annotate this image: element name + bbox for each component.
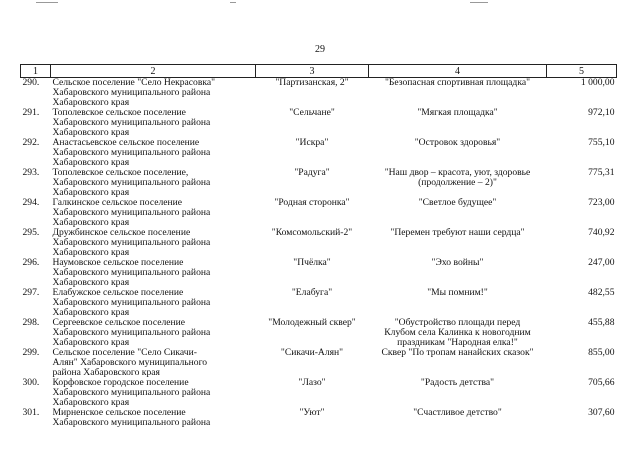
row-number: 291. [22, 108, 40, 118]
settlement-name-line: Хабаровского края [52, 127, 130, 138]
row-number: 292. [22, 138, 40, 148]
settlement-name-line: Сельское поселение "Село Некрасовка" [52, 77, 216, 88]
settlement-name-line: Сельское поселение "Село Сикачи- [52, 348, 197, 358]
object-name-line: "Уют" [299, 408, 325, 418]
settlement-name [51, 258, 256, 288]
table-row [21, 78, 617, 109]
project-name [369, 258, 547, 288]
project-name [369, 288, 547, 318]
settlement-name [51, 228, 256, 258]
project-name-line: "Безопасная спортивная площадка" [384, 77, 531, 88]
settlement-name [51, 168, 256, 198]
column-header: 2 [51, 65, 256, 78]
project-name-line: "Светлое будущее" [418, 198, 497, 208]
allocation-table [20, 64, 617, 438]
table-row [21, 318, 617, 348]
settlement-name-line: Хабаровского края [52, 337, 130, 348]
settlement-name-line: Хабаровского муниципального района [52, 147, 211, 158]
amount-value: 307,60 [588, 408, 615, 418]
object-name [256, 78, 369, 109]
project-name-line: "Эхо войны" [431, 258, 484, 268]
scan-artifact-mark [36, 2, 58, 3]
object-name [256, 378, 369, 408]
project-name-line: "Радость детства" [420, 378, 495, 388]
row-number: 294. [22, 198, 40, 208]
settlement-name-line: Хабаровского края [52, 157, 130, 168]
project-name-line: "Мы помним!" [427, 288, 488, 298]
row-number: 300. [22, 378, 40, 388]
project-name-line: Сквер "По тропам нанайских сказок" [381, 348, 534, 358]
amount-value: 1 000,00 [580, 77, 615, 88]
settlement-name-line: Хабаровского муниципального района [52, 207, 211, 218]
project-name-line: Клубом села Калинка к новогодним [384, 327, 531, 338]
table-row [21, 168, 617, 198]
object-name [256, 138, 369, 168]
object-name-line: "Пчёлка" [293, 258, 331, 268]
project-name [369, 348, 547, 378]
settlement-name [51, 108, 256, 138]
settlement-name-line: Анастасьевское сельское поселение [52, 138, 200, 148]
amount-value: 740,92 [588, 228, 615, 238]
amount-value: 775,31 [588, 168, 615, 178]
table-row [21, 198, 617, 228]
project-name [369, 108, 547, 138]
row-number: 299. [22, 348, 40, 358]
settlement-name [51, 318, 256, 348]
amount-value: 247,00 [588, 258, 615, 268]
page-number: 29 [315, 44, 325, 55]
object-name-line: "Родная сторонка" [274, 198, 350, 208]
table-body [21, 78, 617, 439]
settlement-name [51, 288, 256, 318]
settlement-name-line: Дружбинское сельское поселение [52, 228, 191, 238]
object-name [256, 198, 369, 228]
project-name-line: "Наш двор – красота, уют, здоровье [384, 168, 531, 178]
object-name-line: "Сельчане" [289, 108, 335, 118]
settlement-name-line: Тополевское сельское поселение, [52, 168, 189, 178]
settlement-name [51, 198, 256, 228]
table-header-row [21, 65, 617, 78]
table-row [21, 138, 617, 168]
settlement-name [51, 408, 256, 438]
object-name [256, 348, 369, 378]
project-name-line: "Обустройство площади перед [394, 318, 521, 328]
row-number: 297. [22, 288, 40, 298]
settlement-name-line: Сергеевское сельское поселение [52, 318, 186, 328]
object-name-line: "Партизанская, 2" [275, 77, 349, 88]
amount-value: 705,66 [588, 378, 615, 388]
settlement-name-line: Хабаровского муниципального района [52, 417, 211, 428]
settlement-name-line: Хабаровского муниципального района [52, 327, 211, 338]
scan-artifact-mark [470, 2, 488, 3]
project-name-line: "Мягкая площадка" [417, 108, 498, 118]
row-number: 290. [22, 77, 40, 88]
row-number: 293. [22, 168, 40, 178]
amount-value: 482,55 [588, 288, 615, 298]
object-name [256, 318, 369, 348]
settlement-name [51, 378, 256, 408]
project-name-line: "Счастливое детство" [413, 408, 502, 418]
settlement-name-line: Хабаровского муниципального района [52, 267, 211, 278]
object-name [256, 228, 369, 258]
column-header: 5 [547, 65, 617, 78]
project-name-line: "Перемен требуют наши сердца" [390, 228, 525, 238]
project-name [369, 378, 547, 408]
table-row [21, 348, 617, 378]
settlement-name-line: Хабаровского муниципального района [52, 297, 211, 308]
object-name [256, 258, 369, 288]
settlement-name-line: Хабаровского муниципального района [52, 87, 211, 98]
object-name [256, 108, 369, 138]
settlement-name-line: Корфовское городское поселение [52, 378, 189, 388]
settlement-name [51, 138, 256, 168]
project-name [369, 408, 547, 438]
project-name-line: (продолжение – 2)" [418, 177, 497, 188]
object-name-line: "Радуга" [294, 168, 330, 178]
settlement-name [51, 348, 256, 378]
table-row [21, 228, 617, 258]
settlement-name-line: Наумовское сельское поселение [52, 258, 184, 268]
project-name-line: праздникам "Народная елка!" [397, 337, 518, 348]
row-number: 298. [22, 318, 40, 328]
project-name [369, 78, 547, 109]
column-header: 4 [369, 65, 547, 78]
row-number: 295. [22, 228, 40, 238]
column-header: 1 [21, 65, 51, 78]
settlement-name-line: Хабаровского муниципального района [52, 177, 211, 188]
scan-artifact-mark [230, 2, 236, 3]
amount-value: 723,00 [588, 198, 615, 208]
object-name-line: "Комсомольский-2" [271, 228, 353, 238]
object-name-line: "Молодежный сквер" [268, 318, 356, 328]
settlement-name-line: Елабужское сельское поселение [52, 288, 184, 298]
project-name [369, 318, 547, 348]
row-number: 296. [22, 258, 40, 268]
object-name [256, 408, 369, 438]
settlement-name-line: района Хабаровского края [52, 367, 160, 378]
settlement-name-line: Тополевское сельское поселение [52, 108, 186, 118]
settlement-name-line: Алян" Хабаровского муниципального [52, 357, 208, 368]
settlement-name-line: Хабаровского муниципального района [52, 387, 211, 398]
table-row [21, 408, 617, 438]
object-name [256, 288, 369, 318]
object-name [256, 168, 369, 198]
settlement-name-line: Хабаровского края [52, 247, 130, 258]
object-name-line: "Елабуга" [291, 288, 333, 298]
project-name-line: "Островок здоровья" [414, 138, 501, 148]
settlement-name-line: Хабаровского края [52, 397, 130, 408]
settlement-name [51, 78, 256, 109]
object-name-line: "Сикачи-Алян" [280, 348, 344, 358]
settlement-name-line: Хабаровского края [52, 187, 130, 198]
project-name [369, 168, 547, 198]
settlement-name-line: Хабаровского муниципального района [52, 117, 211, 128]
project-name [369, 138, 547, 168]
project-name [369, 228, 547, 258]
table-row [21, 288, 617, 318]
column-header: 3 [256, 65, 369, 78]
object-name-line: "Искра" [295, 138, 329, 148]
settlement-name-line: Хабаровского муниципального района [52, 237, 211, 248]
amount-value: 755,10 [588, 138, 615, 148]
object-name-line: "Лазо" [298, 378, 326, 388]
settlement-name-line: Мирненское сельское поселение [52, 408, 186, 418]
settlement-name-line: Хабаровского края [52, 307, 130, 318]
table-row [21, 378, 617, 408]
project-name [369, 198, 547, 228]
table-row [21, 108, 617, 138]
settlement-name-line: Хабаровского края [52, 277, 130, 288]
amount-value: 455,88 [588, 318, 615, 328]
settlement-name-line: Галкинское сельское поселение [52, 198, 183, 208]
settlement-name-line: Хабаровского края [52, 217, 130, 228]
row-number: 301. [22, 408, 40, 418]
amount-value: 855,00 [588, 348, 615, 358]
table-row [21, 258, 617, 288]
settlement-name-line: Хабаровского края [52, 97, 130, 108]
amount-value: 972,10 [588, 108, 615, 118]
